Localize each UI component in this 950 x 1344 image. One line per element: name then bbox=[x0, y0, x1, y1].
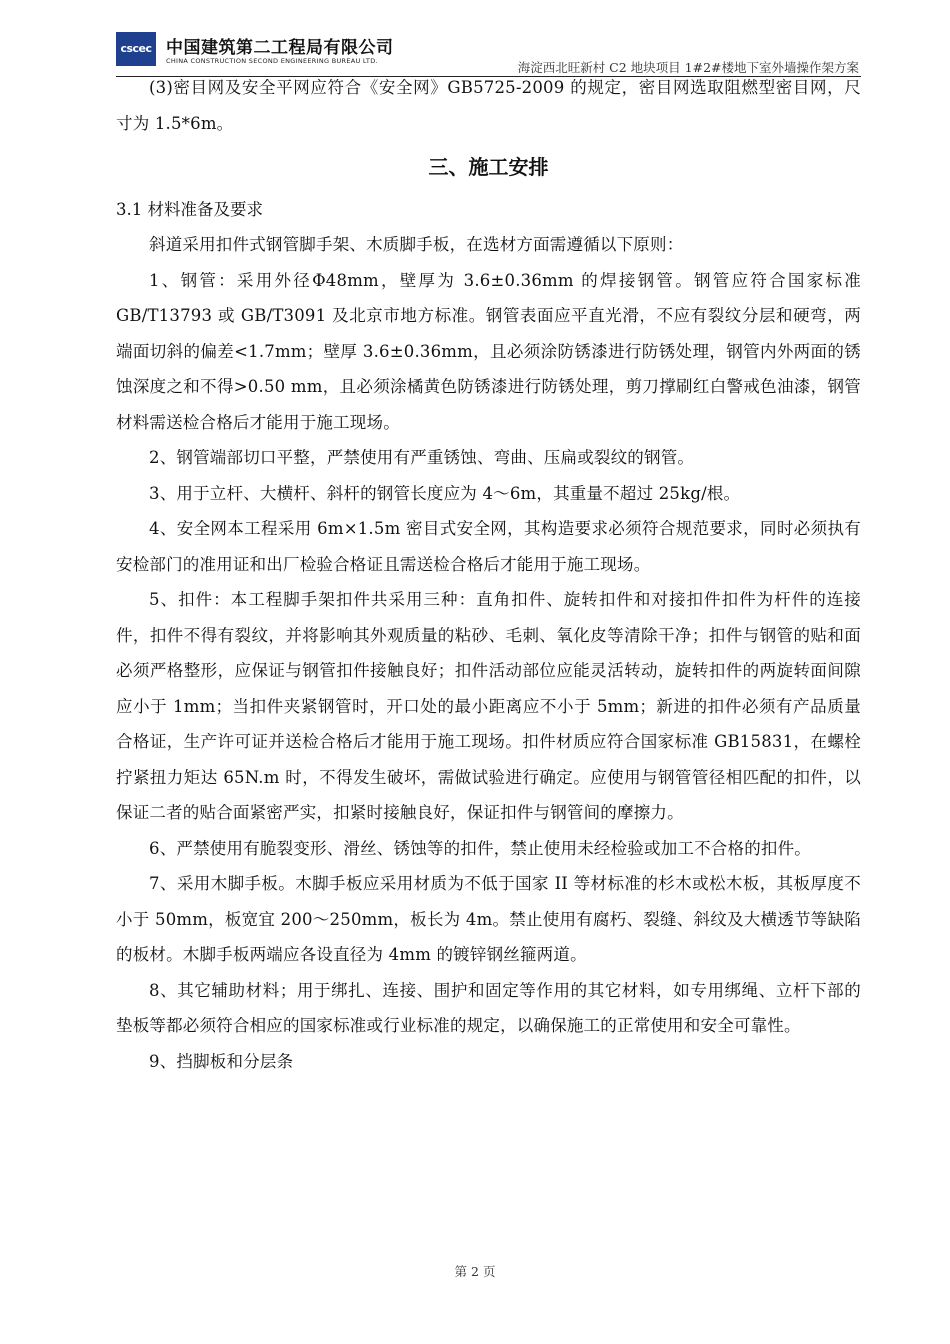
list-item-wood-planks: 7、采用木脚手板。木脚手板应采用材质为不低于国家 II 等材标准的杉木或松木板，其板厚度不小于 50mm，板宽宜 200～250mm，板长为 4m。禁止使用有腐朽、裂缝、斜纹及大横透节等缺陷的板材。木脚手板两端应各设直径为 4mm 的镀锌钢丝箍两道。 bbox=[116, 874, 861, 964]
list-item-safety-net: 4、安全网本工程采用 6m×1.5m 密目式安全网，其构造要求必须符合规范要求，同时必须执有安检部门的准用证和出厂检验合格证且需送检合格后才能用于施工现场。 bbox=[116, 519, 861, 574]
list-item-auxiliary-materials: 8、其它辅助材料；用于绑扎、连接、围护和固定等作用的其它材料，如专用绑绳、立杆下部的垫板等都必须符合相应的国家标准或行业标准的规定，以确保施工的正常使用和安全可靠性。 bbox=[116, 980, 861, 1035]
list-item-steel-pipe: 1、钢管：采用外径Φ48mm，壁厚为 3.6±0.36mm 的焊接钢管。钢管应符合国家标准GB/T13793 或 GB/T3091 及北京市地方标准。钢管表面应平直光滑，不应有裂纹分层和硬弯，两端面切斜的偏差<1.7mm；壁厚 3.6±0.36mm，且必须涂防锈漆进行防锈处理，钢管内外两面的锈蚀深度之和不得>0.50 mm，且必须涂橘黄色防锈漆进行防锈处理，剪刀撑刷红白警戒色油漆，钢管材料需送检合格后才能用于施工现场。 bbox=[116, 270, 861, 432]
subsection-heading: 3.1 材料准备及要求 bbox=[116, 200, 263, 219]
list-item-prohibited-fasteners: 6、严禁使用有脆裂变形、滑丝、锈蚀等的扣件，禁止使用未经检验或加工不合格的扣件。 bbox=[149, 838, 811, 858]
list-item-toe-board: 9、挡脚板和分层条 bbox=[149, 1051, 294, 1071]
company-name-cn: 中国建筑第二工程局有限公司 bbox=[166, 38, 394, 58]
list-item-pipe-ends: 2、钢管端部切口平整，严禁使用有严重锈蚀、弯曲、压扁或裂纹的钢管。 bbox=[149, 448, 695, 467]
paragraph-intro: 斜道采用扣件式钢管脚手架、木质脚手板，在选材方面需遵循以下原则： bbox=[149, 235, 684, 254]
project-title: 海淀西北旺新村 C2 地块项目 1#2#楼地下室外墙操作架方案 bbox=[517, 60, 859, 75]
page-header bbox=[116, 28, 861, 76]
list-item-fasteners: 5、扣件：本工程脚手架扣件共采用三种：直角扣件、旋转扣件和对接扣件扣件为杆件的连接件，扣件不得有裂纹，并将影响其外观质量的粘砂、毛刺、氧化皮等清除干净；扣件与钢管的贴和面必须严格整形，应保证与钢管扣件接触良好；扣件活动部位应能灵活转动，旋转扣件的两旋转面间隙应小于 1mm；当扣件夹紧钢管时，开口处的最小距离应不小于 5mm；新进的扣件必须有产品质量合格证，生产许可证并送检合格后才能用于施工现场。扣件材质应符合国家标准 GB15831，在螺栓拧紧扭力矩达 65N.m 时，不得发生破坏，需做试验进行确定。应使用与钢管管径相匹配的扣件，以保证二者的贴合面紧密严实，扣紧时接触良好，保证扣件与钢管间的摩擦力。 bbox=[116, 590, 861, 822]
list-item-pipe-length: 3、用于立杆、大横杆、斜杆的钢管长度应为 4～6m，其重量不超过 25kg/根。 bbox=[149, 483, 741, 503]
document-body bbox=[116, 70, 861, 1079]
company-logo: cscec bbox=[116, 32, 156, 66]
company-name-en: CHINA CONSTRUCTION SECOND ENGINEERING BUREAU LTD. bbox=[166, 57, 378, 65]
paragraph-safety-net-spec: (3)密目网及安全平网应符合《安全网》GB5725-2009 的规定，密目网选取阻燃型密目网，尺寸为 1.5*6m。 bbox=[116, 78, 861, 133]
section-title: 三、施工安排 bbox=[428, 155, 549, 179]
page-number: 第 2 页 bbox=[454, 1264, 496, 1279]
